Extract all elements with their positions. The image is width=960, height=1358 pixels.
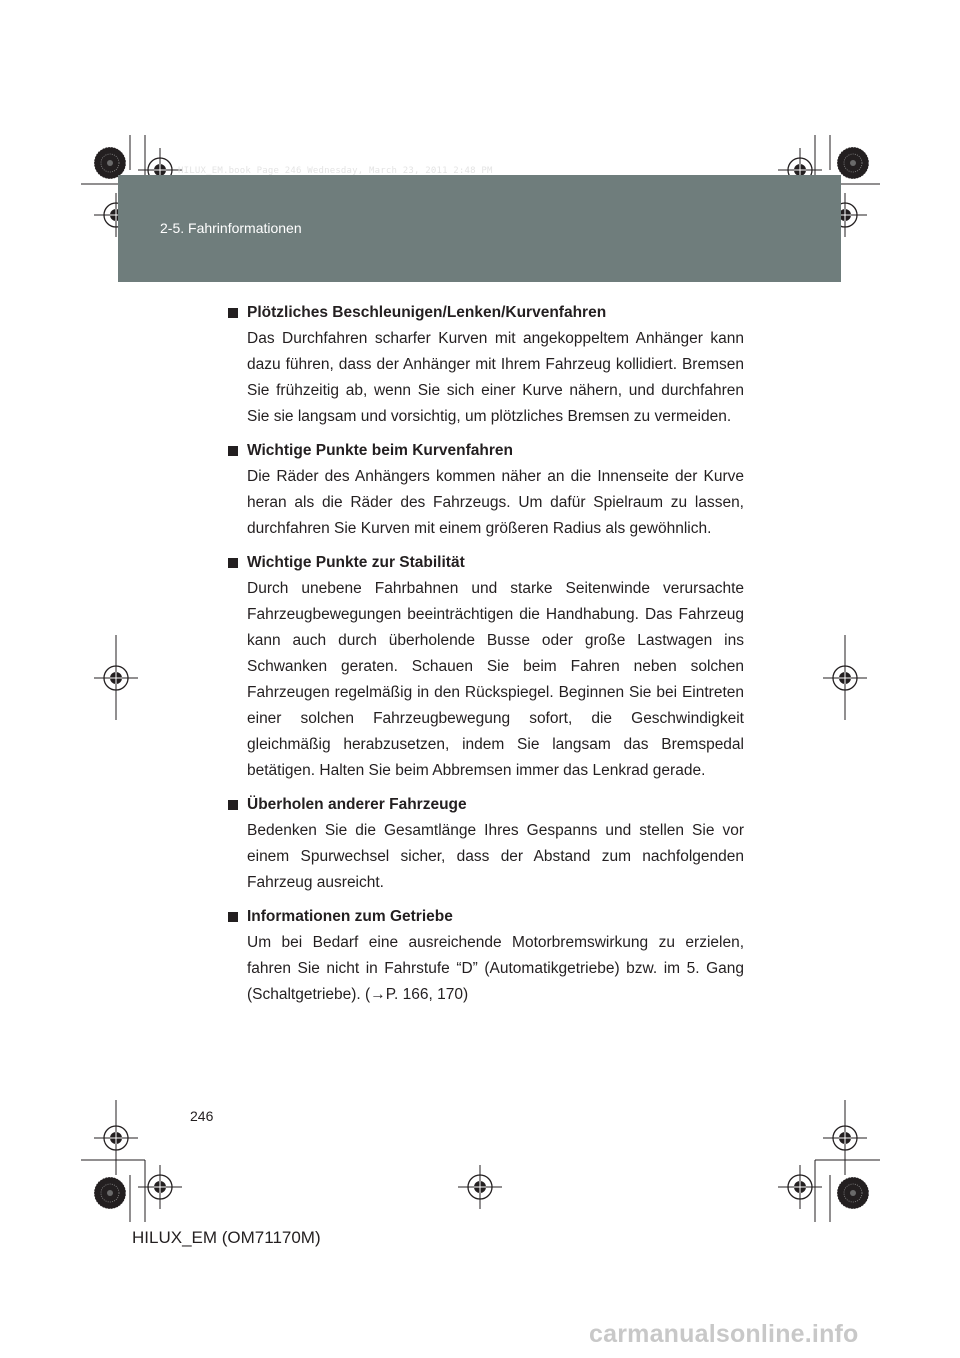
item-body: Bedenken Sie die Gesamtlänge Ihres Gespanns und stellen Sie vor einem Spurwechsel sicher, dass der Abstand zum nachfolgenden Fahrzeug ausreicht. — [247, 822, 744, 891]
item-body: Durch unebene Fahrbahnen und starke Seitenwinde verursachte Fahrzeugbewegungen beeinträchtigen die Handhabung. Das Fahrzeug kann auch durch überholende Busse oder große Lastwagen ins Schwanken geraten. Schauen Sie beim Fahren neben solchen Fahrzeugen regelmäßig in den Rückspiegel. Beginnen Sie bei Eintreten einer solchen Fahrzeugbewegung sofort, die Geschwindigkeit gleichmäßig herabzusetzen, indem Sie langsam das Bremspedal betätigen. Halten Sie beim Abbremsen immer das Lenkrad gerade. — [247, 580, 744, 779]
square-bullet-icon — [228, 308, 238, 318]
item-heading-text: Wichtige Punkte beim Kurvenfahren — [247, 442, 513, 459]
list-item — [228, 792, 744, 896]
item-heading — [228, 300, 744, 326]
item-body: Die Räder des Anhängers kommen näher an die Innenseite der Kurve heran als die Räder des Fahrzeugs. Um dafür Spielraum zu lassen, durchfahren Sie Kurven mit einem größeren Radius als gewöhnlich. — [247, 468, 744, 537]
page-number: 246 — [190, 1108, 214, 1124]
item-heading-text: Informationen zum Getriebe — [247, 908, 453, 925]
list-item — [228, 904, 744, 1008]
item-heading-text: Plötzliches Beschleunigen/Lenken/Kurvenfahren — [247, 304, 607, 321]
item-heading — [228, 438, 744, 464]
list-item — [228, 300, 744, 430]
list-item — [228, 550, 744, 784]
item-heading — [228, 792, 744, 818]
item-heading — [228, 904, 744, 930]
square-bullet-icon — [228, 912, 238, 922]
square-bullet-icon — [228, 558, 238, 568]
document-code: HILUX_EM (OM71170M) — [132, 1228, 321, 1247]
item-body: Das Durchfahren scharfer Kurven mit angekoppeltem Anhänger kann dazu führen, dass der Anhänger mit Ihrem Fahrzeug kollidiert. Bremsen Sie frühzeitig ab, wenn Sie sich einer Kurve nähern, und durchfahren Sie sie langsam und vorsichtig, um plötzliches Bremsen zu vermeiden. — [247, 330, 744, 425]
item-heading-text: Überholen anderer Fahrzeuge — [247, 796, 467, 813]
list-item — [228, 438, 744, 542]
item-heading-text: Wichtige Punkte zur Stabilität — [247, 554, 465, 571]
main-content — [228, 300, 744, 1016]
watermark: carmanualsonline.info — [589, 1320, 859, 1348]
section-title: 2-5. Fahrinformationen — [160, 220, 302, 236]
print-stamp: HILUX_EM.book Page 246 Wednesday, March 23, 2011 2:48 PM — [178, 166, 493, 176]
square-bullet-icon — [228, 800, 238, 810]
item-heading — [228, 550, 744, 576]
square-bullet-icon — [228, 446, 238, 456]
item-body: Um bei Bedarf eine ausreichende Motorbremswirkung zu erzielen, fahren Sie nicht in Fahrstufe “D” (Automatikgetriebe) bzw. im 5. Gang (Schaltgetriebe). (→P. 166, 170) — [247, 934, 744, 1003]
